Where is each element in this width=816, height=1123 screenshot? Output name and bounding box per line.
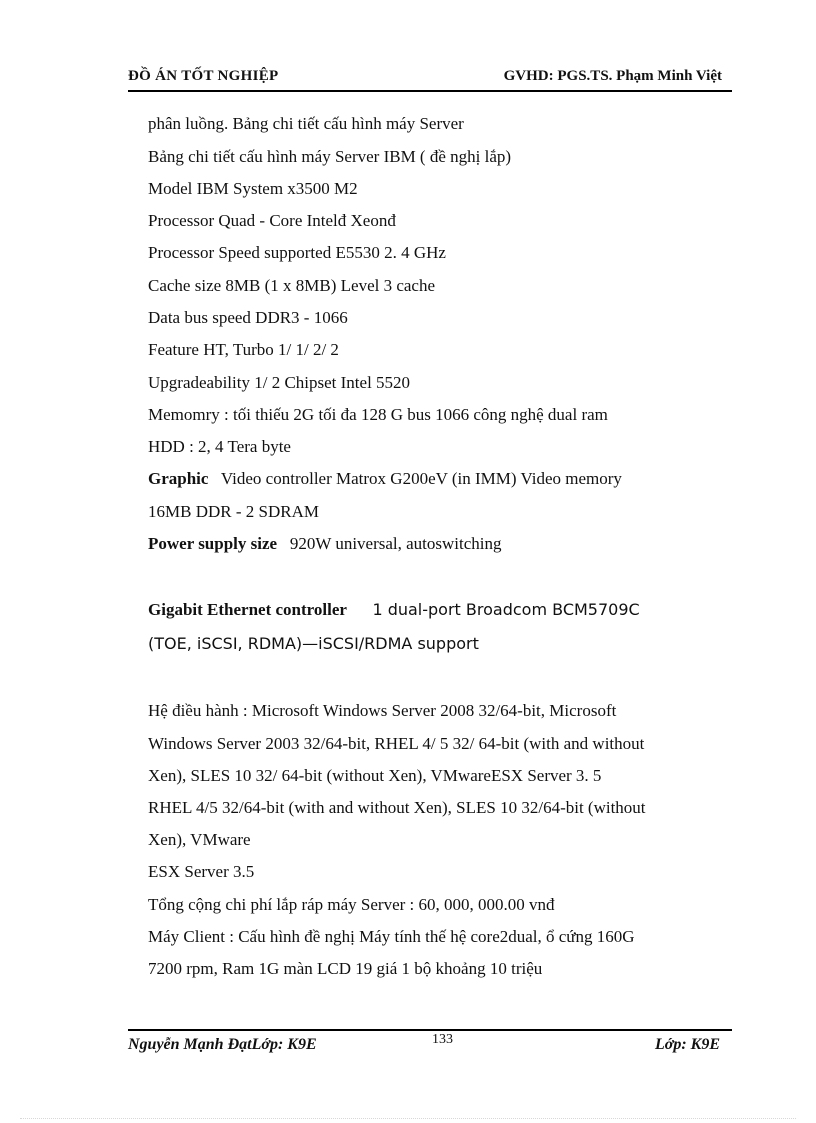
text-line: ESX Server 3.5 [148, 862, 255, 881]
ethernet-line [148, 600, 640, 620]
text-line: Upgradeability 1/ 2 Chipset Intel 5520 [148, 373, 411, 392]
power-line [148, 534, 502, 554]
header-supervisor: GVHD: PGS.TS. Phạm Minh Việt [503, 68, 722, 84]
graphic-value: Video controller Matrox G200eV (in IMM) Video memory [220, 469, 622, 488]
footer-author: Nguyễn Mạnh ĐạtLớp: K9E [128, 1036, 317, 1053]
text-line: Feature HT, Turbo 1/ 1/ 2/ 2 [148, 340, 339, 359]
text-line: Xen), SLES 10 32/ 64-bit (without Xen), VMwareESX Server 3. 5 [148, 766, 602, 785]
graphic-line [148, 469, 622, 489]
page-number: 133 [432, 1032, 453, 1047]
graphic-label: Graphic [148, 469, 209, 488]
text-line: Data bus speed DDR3 - 1066 [148, 308, 348, 327]
ethernet-value: 1 dual-port Broadcom BCM5709C [372, 600, 640, 619]
footer-divider [128, 1029, 732, 1031]
ethernet-label: Gigabit Ethernet controller [148, 600, 347, 619]
footer-class: Lớp: K9E [654, 1036, 720, 1053]
text-line: RHEL 4/5 32/64-bit (with and without Xen), SLES 10 32/64-bit (without [148, 798, 646, 817]
text-line: HDD : 2, 4 Tera byte [148, 437, 291, 456]
text-line: Tổng cộng chi phí lắp ráp máy Server : 60, 000, 000.00 vnđ [148, 895, 555, 914]
text-line: Memomry : tối thiếu 2G tối đa 128 G bus 1066 công nghệ dual ram [148, 405, 608, 424]
bottom-divider [20, 1118, 796, 1119]
text-line: phân luồng. Bảng chi tiết cấu hình máy Server [148, 114, 464, 133]
text-line: Bảng chi tiết cấu hình máy Server IBM ( đề nghị lắp) [148, 147, 512, 166]
text-line: 7200 rpm, Ram 1G màn LCD 19 giá 1 bộ khoảng 10 triệu [148, 959, 543, 978]
text-line: Máy Client : Cấu hình đề nghị Máy tính thế hệ core2dual, ổ cứng 160G [148, 927, 635, 946]
text-line: Hệ điều hành : Microsoft Windows Server 2008 32/64-bit, Microsoft [148, 701, 617, 720]
power-label: Power supply size [148, 534, 278, 553]
text-line: Processor Speed supported E5530 2. 4 GHz [148, 243, 446, 262]
text-line: 16MB DDR - 2 SDRAM [148, 502, 319, 521]
text-line: Cache size 8MB (1 x 8MB) Level 3 cache [148, 276, 436, 295]
text-line: Windows Server 2003 32/64-bit, RHEL 4/ 5 32/ 64-bit (with and without [148, 734, 645, 753]
text-line: Xen), VMware [148, 830, 251, 849]
header-title: ĐỒ ÁN TỐT NGHIỆP [128, 68, 279, 84]
text-line: Processor Quad - Core Intelđ Xeonđ [148, 211, 396, 230]
page-header [128, 66, 732, 92]
text-line: Model IBM System x3500 M2 [148, 179, 358, 198]
power-value: 920W universal, autoswitching [289, 534, 502, 553]
text-line: (TOE, iSCSI, RDMA)—iSCSI/RDMA support [148, 634, 479, 653]
